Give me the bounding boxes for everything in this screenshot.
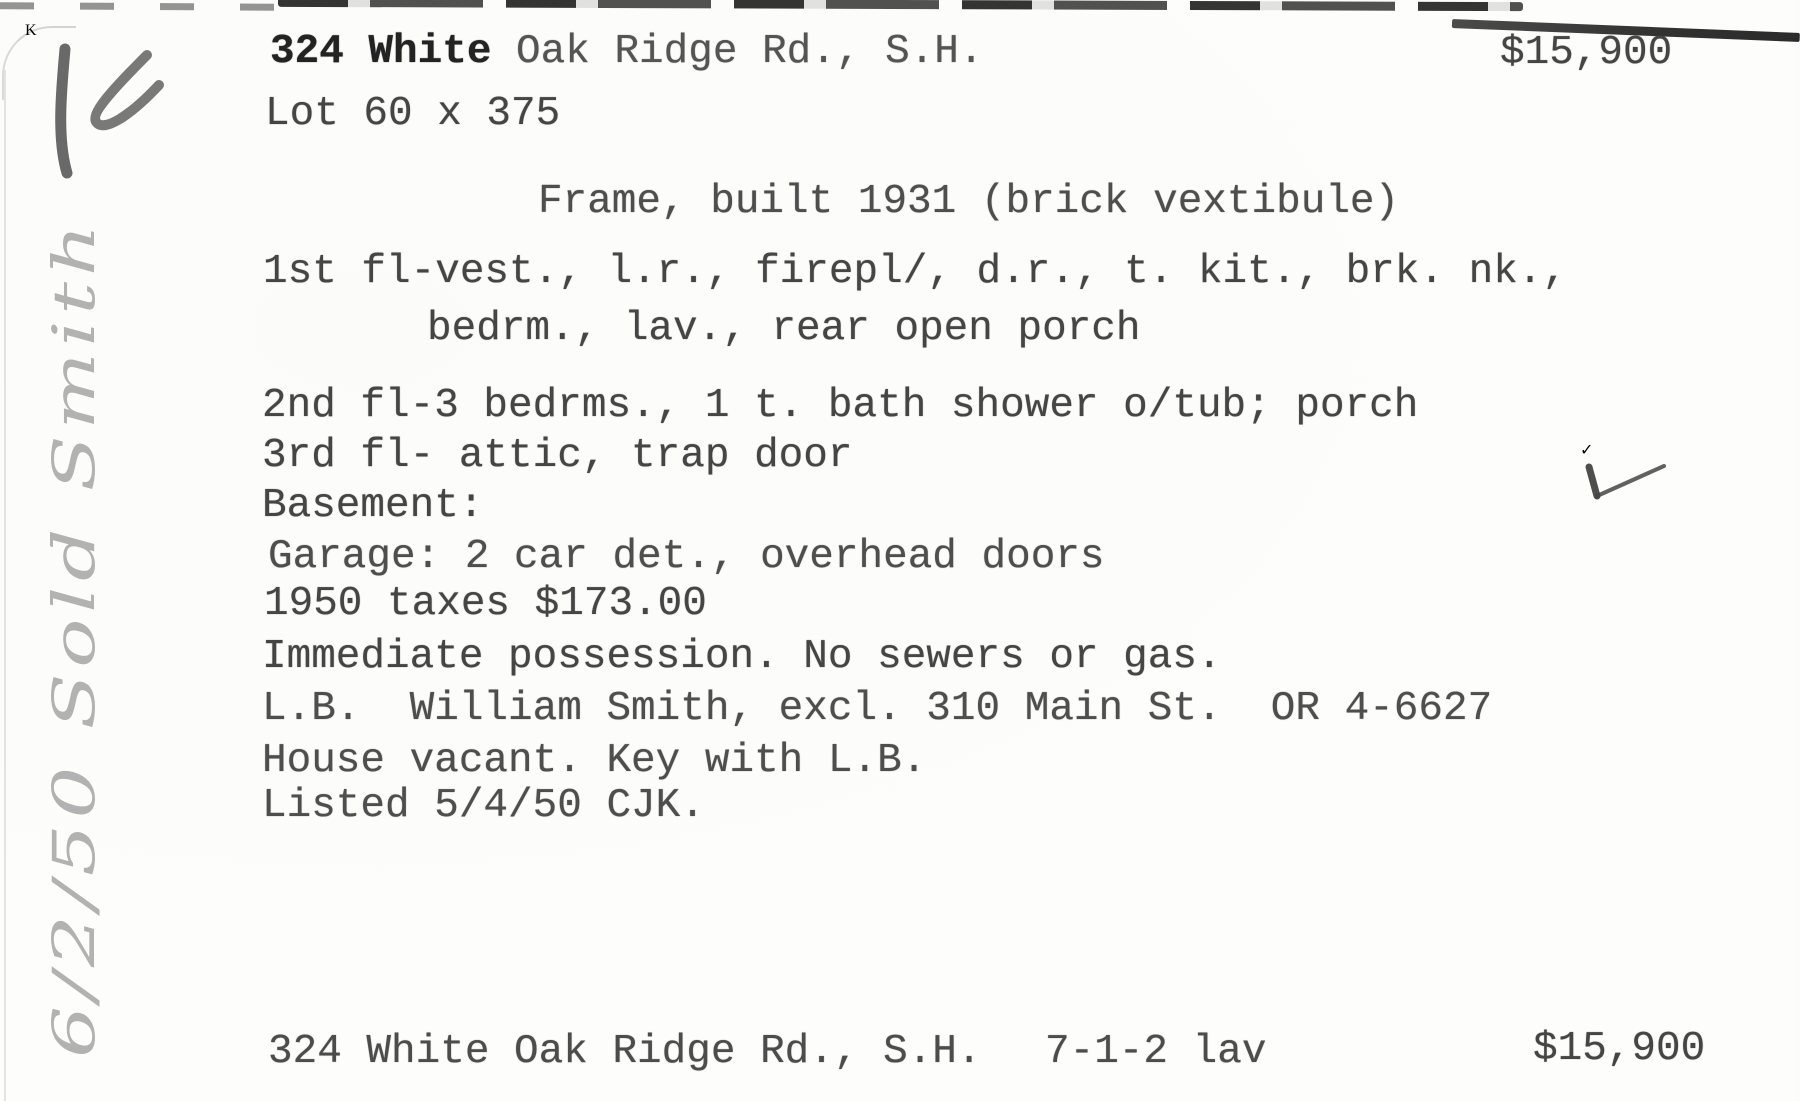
listing-broker-line: L.B. William Smith, excl. 310 Main St. OR 4-6627 (262, 686, 1493, 732)
second-floor-line: 2nd fl-3 bedrms., 1 t. bath shower o/tub; porch (262, 383, 1419, 429)
first-floor-line-2: bedrm., lav., rear open porch (427, 306, 1141, 352)
footer-price: $15,900 (1533, 1026, 1706, 1072)
first-floor-line-1: 1st fl-vest., l.r., firepl/, d.r., t. kit., brk. nk., (263, 249, 1568, 295)
third-floor-line: 3rd fl- attic, trap door (262, 433, 853, 479)
margin-note-text: 6/2/50 Sold Smith (40, 462, 108, 1058)
address-emphasis: 324 White (270, 29, 492, 75)
listed-date-line: Listed 5/4/50 CJK. (262, 783, 705, 829)
checkmark-icon (1580, 442, 1680, 510)
price: $15,900 (1500, 30, 1673, 76)
scan-edge-artifact-center (278, 0, 1523, 11)
address-rest: Oak Ridge Rd., S.H. (491, 29, 984, 75)
construction-line: Frame, built 1931 (brick vextibule) (538, 179, 1400, 225)
footer-room-code: 7-1-2 lav (1045, 1029, 1267, 1075)
checkmark-label: ✓ (1580, 442, 1594, 459)
possession-line: Immediate possession. No sewers or gas. (262, 634, 1222, 680)
property-address-line (270, 29, 984, 75)
footer-address: 324 White Oak Ridge Rd., S.H. (268, 1029, 982, 1075)
scan-edge-artifact-left (0, 2, 282, 10)
garage-line: Garage: 2 car det., overhead doors (268, 534, 1105, 580)
margin-note (0, 160, 150, 1090)
lot-size-line: Lot 60 x 375 (265, 91, 561, 137)
vacancy-line: House vacant. Key with L.B. (262, 738, 927, 784)
basement-line: Basement: (262, 483, 484, 529)
pencil-initial-label: K (25, 22, 37, 39)
taxes-line: 1950 taxes $173.00 (264, 581, 707, 627)
